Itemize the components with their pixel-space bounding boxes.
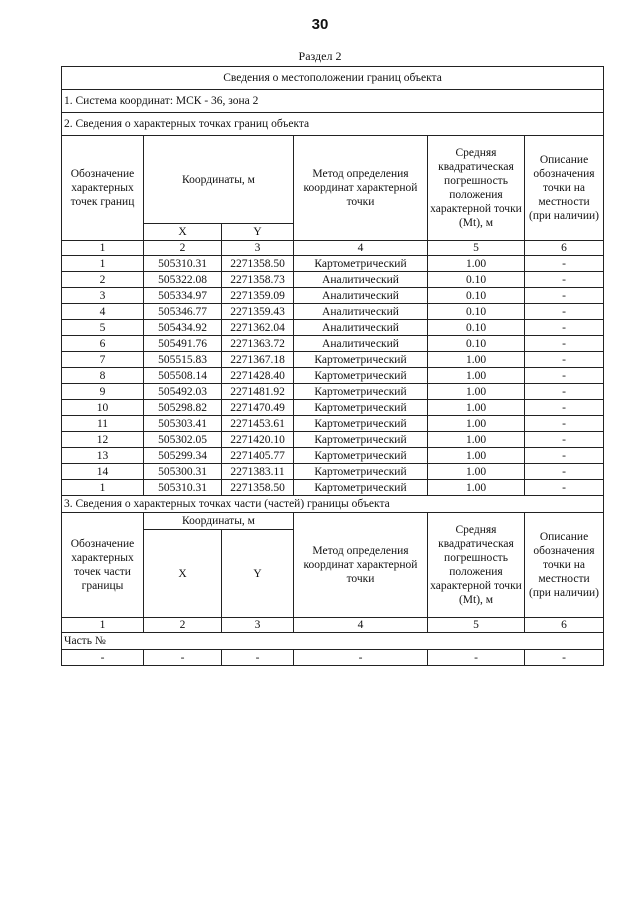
point-cell: Аналитический bbox=[294, 320, 428, 336]
point-cell: 505334.97 bbox=[144, 288, 222, 304]
point-cell: 505434.92 bbox=[144, 320, 222, 336]
point-cell: Картометрический bbox=[294, 368, 428, 384]
point-cell: 2271383.11 bbox=[222, 464, 294, 480]
point-cell: 505322.08 bbox=[144, 272, 222, 288]
header-y: Y bbox=[222, 224, 294, 241]
coord-system: 1. Система координат: МСК - 36, зона 2 bbox=[62, 90, 604, 113]
page-number: 30 bbox=[311, 16, 329, 33]
header-error: Средняя квадратическая погрешность положения характерной точки (Mt), м bbox=[428, 136, 525, 241]
point-cell: - bbox=[525, 432, 604, 448]
table-row bbox=[62, 272, 604, 288]
column-index-cell: 4 bbox=[294, 618, 428, 633]
table-row bbox=[62, 336, 604, 352]
header3-coordinates: Координаты, м bbox=[144, 513, 294, 530]
section3-title: 3. Сведения о характерных точках части (частей) границы объекта bbox=[62, 496, 604, 513]
point-cell: 505302.05 bbox=[144, 432, 222, 448]
empty-cell: - bbox=[428, 650, 525, 666]
point-cell: 2271453.61 bbox=[222, 416, 294, 432]
point-cell: Картометрический bbox=[294, 352, 428, 368]
point-cell: 505515.83 bbox=[144, 352, 222, 368]
section-title: Раздел 2 bbox=[298, 49, 342, 63]
point-cell: 2271359.09 bbox=[222, 288, 294, 304]
point-cell: 2271363.72 bbox=[222, 336, 294, 352]
column-index-cell: 5 bbox=[428, 241, 525, 256]
column-index-cell: 3 bbox=[222, 618, 294, 633]
point-cell: 2271358.73 bbox=[222, 272, 294, 288]
point-cell: - bbox=[525, 368, 604, 384]
header3-designation: Обозначение характерных точек части границы bbox=[62, 513, 144, 618]
table-row bbox=[62, 384, 604, 400]
point-cell: - bbox=[525, 448, 604, 464]
point-cell: 1.00 bbox=[428, 480, 525, 496]
point-cell: 505300.31 bbox=[144, 464, 222, 480]
empty-cell: - bbox=[62, 650, 144, 666]
column-index-cell: 3 bbox=[222, 241, 294, 256]
point-cell: 505299.34 bbox=[144, 448, 222, 464]
point-cell: - bbox=[525, 304, 604, 320]
point-cell: 2271359.43 bbox=[222, 304, 294, 320]
point-cell: 6 bbox=[62, 336, 144, 352]
point-cell: Аналитический bbox=[294, 336, 428, 352]
point-cell: - bbox=[525, 384, 604, 400]
point-cell: 1.00 bbox=[428, 448, 525, 464]
table-row bbox=[62, 288, 604, 304]
column-index-cell: 1 bbox=[62, 241, 144, 256]
point-cell: 7 bbox=[62, 352, 144, 368]
point-cell: Картометрический bbox=[294, 464, 428, 480]
point-cell: 2271405.77 bbox=[222, 448, 294, 464]
column-index-cell: 5 bbox=[428, 618, 525, 633]
point-cell: 3 bbox=[62, 288, 144, 304]
header3-method: Метод определения координат характерной точки bbox=[294, 513, 428, 618]
point-cell: 2271358.50 bbox=[222, 256, 294, 272]
header-x: X bbox=[144, 224, 222, 241]
column-index-cell: 6 bbox=[525, 618, 604, 633]
point-cell: Картометрический bbox=[294, 480, 428, 496]
point-cell: 2271358.50 bbox=[222, 480, 294, 496]
point-cell: 8 bbox=[62, 368, 144, 384]
point-cell: 505310.31 bbox=[144, 256, 222, 272]
point-cell: Картометрический bbox=[294, 416, 428, 432]
point-cell: Картометрический bbox=[294, 256, 428, 272]
point-cell: - bbox=[525, 352, 604, 368]
table-row bbox=[62, 304, 604, 320]
point-cell: 1.00 bbox=[428, 368, 525, 384]
point-cell: 2271420.10 bbox=[222, 432, 294, 448]
point-cell: 0.10 bbox=[428, 288, 525, 304]
point-cell: 2271362.04 bbox=[222, 320, 294, 336]
column-index-cell: 6 bbox=[525, 241, 604, 256]
point-cell: 505298.82 bbox=[144, 400, 222, 416]
point-cell: 505491.76 bbox=[144, 336, 222, 352]
point-cell: 1.00 bbox=[428, 384, 525, 400]
header-method: Метод определения координат характерной точки bbox=[294, 136, 428, 241]
point-cell: 1 bbox=[62, 256, 144, 272]
point-cell: 2271481.92 bbox=[222, 384, 294, 400]
point-cell: 2 bbox=[62, 272, 144, 288]
point-cell: Картометрический bbox=[294, 384, 428, 400]
point-cell: Картометрический bbox=[294, 400, 428, 416]
table-row bbox=[62, 480, 604, 496]
point-cell: 505310.31 bbox=[144, 480, 222, 496]
point-cell: 0.10 bbox=[428, 272, 525, 288]
point-cell: 4 bbox=[62, 304, 144, 320]
point-cell: 505508.14 bbox=[144, 368, 222, 384]
point-cell: 1.00 bbox=[428, 256, 525, 272]
table-title: Сведения о местоположении границ объекта bbox=[62, 67, 604, 90]
column-index-cell: 2 bbox=[144, 241, 222, 256]
header-coordinates: Координаты, м bbox=[144, 136, 294, 224]
point-cell: 1.00 bbox=[428, 432, 525, 448]
point-cell: - bbox=[525, 288, 604, 304]
empty-cell: - bbox=[144, 650, 222, 666]
point-cell: Картометрический bbox=[294, 448, 428, 464]
point-cell: 2271470.49 bbox=[222, 400, 294, 416]
point-cell: Картометрический bbox=[294, 432, 428, 448]
point-cell: Аналитический bbox=[294, 304, 428, 320]
part-label: Часть № bbox=[62, 633, 604, 650]
table-row bbox=[62, 464, 604, 480]
point-cell: 1.00 bbox=[428, 464, 525, 480]
boundary-table bbox=[61, 66, 604, 666]
point-cell: 505303.41 bbox=[144, 416, 222, 432]
point-cell: - bbox=[525, 416, 604, 432]
point-cell: 505346.77 bbox=[144, 304, 222, 320]
point-cell: - bbox=[525, 400, 604, 416]
point-cell: 505492.03 bbox=[144, 384, 222, 400]
point-cell: 14 bbox=[62, 464, 144, 480]
point-cell: 5 bbox=[62, 320, 144, 336]
table-row bbox=[62, 400, 604, 416]
header3-y: Y bbox=[222, 530, 294, 618]
point-cell: 2271367.18 bbox=[222, 352, 294, 368]
point-cell: 1.00 bbox=[428, 352, 525, 368]
column-index-cell: 1 bbox=[62, 618, 144, 633]
point-cell: - bbox=[525, 256, 604, 272]
point-cell: - bbox=[525, 272, 604, 288]
section2-title: 2. Сведения о характерных точках границ объекта bbox=[62, 113, 604, 136]
point-cell: 12 bbox=[62, 432, 144, 448]
table-row bbox=[62, 368, 604, 384]
empty-cell: - bbox=[222, 650, 294, 666]
point-cell: 1 bbox=[62, 480, 144, 496]
column-index-cell: 4 bbox=[294, 241, 428, 256]
header3-error: Средняя квадратическая погрешность положения характерной точки (Mt), м bbox=[428, 513, 525, 618]
header3-description: Описание обозначения точки на местности (при наличии) bbox=[525, 513, 604, 618]
header-description: Описание обозначения точки на местности (при наличии) bbox=[525, 136, 604, 241]
table-row bbox=[62, 256, 604, 272]
header-designation: Обозначение характерных точек границ bbox=[62, 136, 144, 241]
point-cell: 0.10 bbox=[428, 336, 525, 352]
header3-x: X bbox=[144, 530, 222, 618]
point-cell: 9 bbox=[62, 384, 144, 400]
table-row bbox=[62, 320, 604, 336]
point-cell: 1.00 bbox=[428, 416, 525, 432]
point-cell: - bbox=[525, 480, 604, 496]
point-cell: 10 bbox=[62, 400, 144, 416]
point-cell: - bbox=[525, 320, 604, 336]
empty-cell: - bbox=[525, 650, 604, 666]
point-cell: 2271428.40 bbox=[222, 368, 294, 384]
point-cell: 1.00 bbox=[428, 400, 525, 416]
table-row bbox=[62, 448, 604, 464]
empty-cell: - bbox=[294, 650, 428, 666]
point-cell: - bbox=[525, 464, 604, 480]
point-cell: - bbox=[525, 336, 604, 352]
point-cell: Аналитический bbox=[294, 288, 428, 304]
point-cell: 0.10 bbox=[428, 320, 525, 336]
column-index-cell: 2 bbox=[144, 618, 222, 633]
point-cell: 11 bbox=[62, 416, 144, 432]
table-row bbox=[62, 432, 604, 448]
point-cell: 0.10 bbox=[428, 304, 525, 320]
point-cell: Аналитический bbox=[294, 272, 428, 288]
table-row bbox=[62, 352, 604, 368]
point-cell: 13 bbox=[62, 448, 144, 464]
table-row bbox=[62, 416, 604, 432]
